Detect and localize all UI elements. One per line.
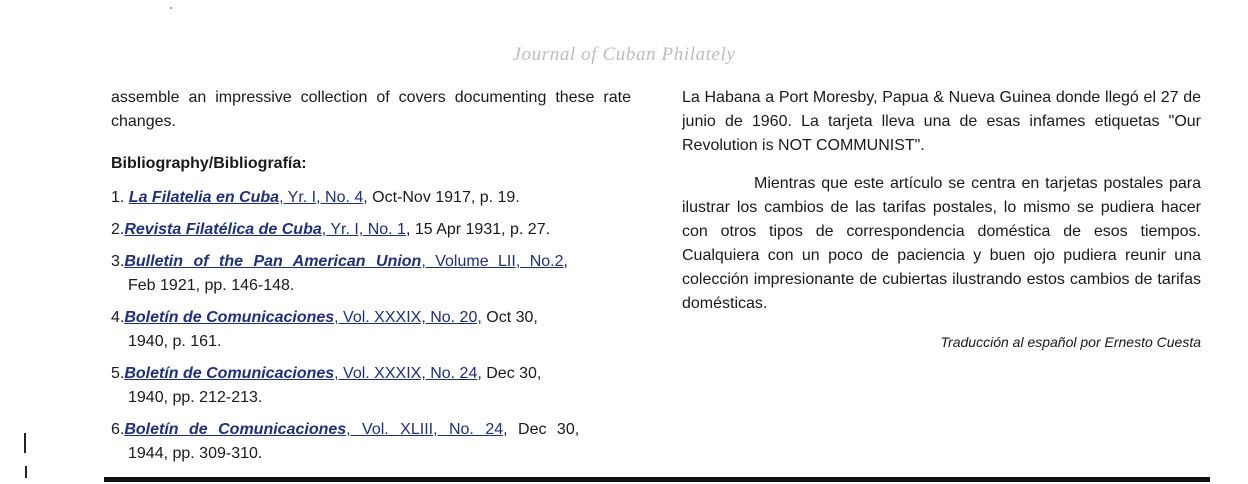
scan-speck bbox=[170, 7, 172, 9]
bibliography-item-1 bbox=[111, 186, 631, 210]
bib-details: , Dec 30, bbox=[503, 421, 580, 438]
bibliography-heading: Bibliography/Bibliografía: bbox=[111, 155, 307, 172]
bib-details: Oct 30, bbox=[481, 309, 538, 326]
item-number: 2. bbox=[111, 221, 125, 238]
bib-reference-link[interactable]: , Vol. XXXIX, No. 20, bbox=[334, 309, 482, 326]
bib-details-continued: Feb 1921, pp. 146-148. bbox=[128, 277, 295, 294]
item-number: 1. bbox=[111, 189, 129, 206]
item-number: 4. bbox=[111, 309, 125, 326]
spanish-paragraph-1: La Habana a Port Moresby, Papua & Nueva Guinea donde llegó el 27 de junio de 1960. La tarjeta lleva una de esas infames etiquetas "Our Revolution is NOT COMMUNIST". bbox=[682, 89, 1201, 154]
bib-title-link[interactable]: La Filatelia en Cuba bbox=[128, 189, 280, 206]
bib-reference-link[interactable]: , Yr. I, No. 1 bbox=[321, 221, 406, 238]
bib-title-link[interactable]: Revista Filatélica de Cuba bbox=[124, 221, 322, 238]
bib-title-link[interactable]: Boletín de Comunicaciones bbox=[124, 365, 335, 382]
bib-title-link[interactable]: Boletín de Comunicaciones bbox=[124, 421, 347, 438]
spanish-paragraph-2: Mientras que este artículo se centra en tarjetas postales para ilustrar los cambios de las tarifas postales, lo mismo se pudiera hacer con otros tipos de correspondencia doméstica de esos tiempos. Cualquiera con un poco de paciencia y buen ojo pudiera reunir una colección impresionante de cubiertas ilustrando estos cambios de tarifas domésticas. bbox=[682, 175, 1201, 312]
bibliography-item-5 bbox=[111, 362, 631, 410]
translation-credit: Traducción al español por Ernesto Cuesta bbox=[940, 334, 1201, 350]
bibliography-item-4 bbox=[111, 306, 631, 354]
scan-mark bbox=[24, 433, 26, 453]
bibliography-item-6 bbox=[111, 418, 631, 466]
bib-details: , bbox=[563, 253, 568, 270]
bibliography-item-2 bbox=[111, 218, 631, 242]
item-number: 5. bbox=[111, 365, 125, 382]
bib-title-link[interactable]: Bulletin of the Pan American Union bbox=[124, 253, 422, 270]
item-number: 6. bbox=[111, 421, 125, 438]
bib-details-continued: 1940, p. 161. bbox=[128, 333, 222, 350]
intro-paragraph: assemble an impressive collection of covers documenting these rate changes. bbox=[111, 89, 631, 130]
left-column bbox=[111, 86, 631, 474]
bib-details: , Oct-Nov 1917, p. 19. bbox=[363, 189, 520, 206]
bottom-rule bbox=[104, 477, 1210, 482]
bib-details-continued: 1940, pp. 212-213. bbox=[128, 389, 263, 406]
item-number: 3. bbox=[111, 253, 125, 270]
bib-details-continued: 1944, pp. 309-310. bbox=[128, 445, 263, 462]
bib-title-link[interactable]: Boletín de Comunicaciones bbox=[124, 309, 335, 326]
running-head: Journal of Cuban Philately bbox=[512, 44, 736, 65]
right-column bbox=[682, 86, 1201, 354]
bib-reference-link[interactable]: , Vol. XXXIX, No. 24 bbox=[334, 365, 478, 382]
bibliography-list bbox=[111, 186, 631, 466]
bib-reference-link[interactable]: , Yr. I, No. 4 bbox=[279, 189, 364, 206]
bib-details: , 15 Apr 1931, p. 27. bbox=[405, 221, 551, 238]
bib-reference-link[interactable]: , Vol. XLIII, No. 24 bbox=[346, 421, 504, 438]
bibliography-item-3 bbox=[111, 250, 631, 298]
scan-mark bbox=[25, 466, 27, 478]
bib-details: , Dec 30, bbox=[477, 365, 542, 382]
bib-reference-link[interactable]: , Volume LII, No.2 bbox=[421, 253, 564, 270]
